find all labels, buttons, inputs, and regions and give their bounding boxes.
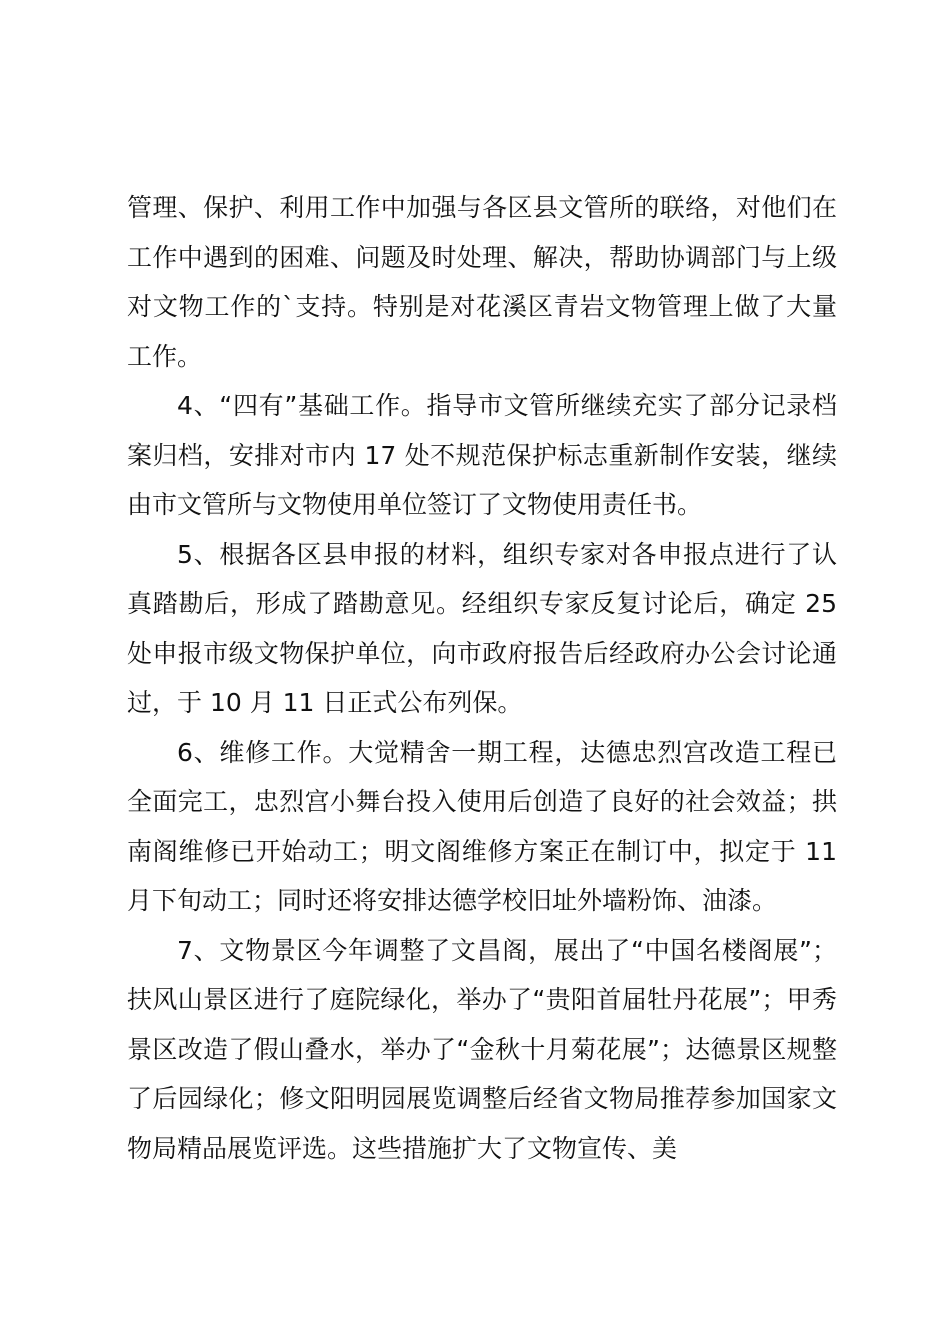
paragraph-liaison-work: 管理、保护、利用工作中加强与各区县文管所的联络，对他们在工作中遇到的困难、问题及时处理、解决，帮助协调部门与上级对文物工作的`支持。特别是对花溪区青岩文物管理上做了大量工作。 [127,193,837,371]
paragraph-item-5-listing: 5、根据各区县申报的材料，组织专家对各申报点进行了认真踏勘后，形成了踏勘意见。经组织专家反复讨论后，确定 25 处申报市级文物保护单位，向市政府报告后经政府办公会讨论通过，于 10 月 11 日正式公布列保。 [127,539,837,717]
paragraph-item-6-repair: 6、维修工作。大觉精舍一期工程，达德忠烈宫改造工程已全面完工，忠烈宫小舞台投入使用后创造了良好的社会效益；拱南阁维修已开始动工；明文阁维修方案正在制订中，拟定于 11 月下旬动工；同时还将安排达德学校旧址外墙粉饰、油漆。 [127,737,837,915]
paragraph-item-7-scenic-areas: 7、文物景区今年调整了文昌阁，展出了“中国名楼阁展”；扶风山景区进行了庭院绿化，举办了“贵阳首届牡丹花展”；甲秀景区改造了假山叠水，举办了“金秋十月菊花展”；达德景区规整了后园绿化；修文阳明园展览调整后经省文物局推荐参加国家文物局精品展览评选。这些措施扩大了文物宣传、美 [127,935,837,1163]
paragraph-item-4-four-haves: 4、“四有”基础工作。指导市文管所继续充实了部分记录档案归档，安排对市内 17 处不规范保护标志重新制作安装，继续由市文管所与文物使用单位签订了文物使用责任书。 [127,391,837,519]
document-body [127,183,837,1173]
